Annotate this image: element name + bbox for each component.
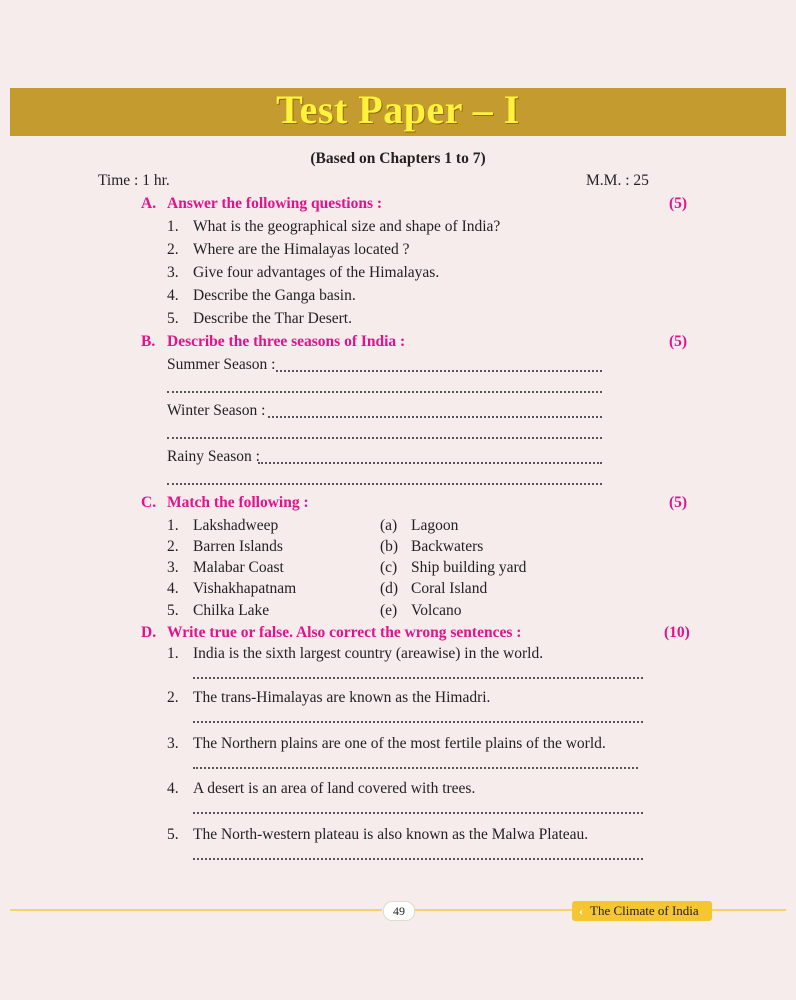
question-number: 1. [167,218,179,235]
section-a-heading: Answer the following questions : [167,195,383,212]
section-b-marks: (5) [669,333,688,350]
match-right-letter: (c) [380,559,398,576]
match-right-letter: (e) [380,602,398,619]
statement-number: 2. [167,689,179,706]
answer-line[interactable] [276,370,602,372]
footer-rule-left [10,909,382,911]
question-text: Describe the Thar Desert. [193,310,352,327]
match-right-letter: (d) [380,580,399,597]
match-left-item: Chilka Lake [193,602,270,619]
section-b-letter: B. [141,333,156,350]
answer-line[interactable] [167,391,602,393]
question-number: 2. [167,241,179,258]
answer-line[interactable] [193,721,643,723]
question-text: Where are the Himalayas located ? [193,241,410,258]
match-right-item: Ship building yard [411,559,527,576]
subtitle: (Based on Chapters 1 to 7) [310,150,486,167]
season-label-winter: Winter Season : [167,402,266,419]
answer-line[interactable] [193,858,643,860]
statement-number: 3. [167,735,179,752]
statement-text: India is the sixth largest country (areawise) in the world. [193,645,544,662]
match-right-letter: (b) [380,538,399,555]
answer-line[interactable] [193,677,643,679]
match-right-item: Backwaters [411,538,484,555]
question-number: 4. [167,287,179,304]
section-c-marks: (5) [669,494,688,511]
question-number: 5. [167,310,179,327]
section-d-letter: D. [141,624,157,641]
match-left-number: 2. [167,538,179,555]
section-b-heading: Describe the three seasons of India : [167,333,406,350]
time-label: Time : 1 hr. [98,172,170,189]
statement-text: The trans-Himalayas are known as the Himadri. [193,689,491,706]
footer-rule-middle [414,909,572,911]
question-text: What is the geographical size and shape of India? [193,218,501,235]
statement-text: The North-western plateau is also known as the Malwa Plateau. [193,826,589,843]
season-label-summer: Summer Season : [167,356,276,373]
statement-text: A desert is an area of land covered with trees. [193,780,476,797]
match-right-item: Coral Island [411,580,488,597]
footer-rule-right [712,909,786,911]
match-left-number: 3. [167,559,179,576]
chevron-left-icon: ‹ [578,903,584,918]
statement-number: 1. [167,645,179,662]
statement-text: The Northern plains are one of the most fertile plains of the world. [193,735,606,752]
answer-line[interactable] [268,416,602,418]
match-left-item: Vishakhapatnam [193,580,297,597]
answer-line[interactable] [258,462,602,464]
match-left-item: Malabar Coast [193,559,284,576]
answer-line[interactable] [193,812,643,814]
statement-number: 5. [167,826,179,843]
section-d-marks: (10) [664,624,690,641]
question-text: Give four advantages of the Himalayas. [193,264,440,281]
chapter-tab [572,901,712,921]
page-number: 49 [383,901,415,921]
chapter-title: The Climate of India [590,903,699,918]
section-a-marks: (5) [669,195,688,212]
statement-number: 4. [167,780,179,797]
question-text: Describe the Ganga basin. [193,287,356,304]
match-left-number: 4. [167,580,179,597]
page-title: Test Paper – I [276,87,520,132]
match-left-item: Lakshadweep [193,517,279,534]
section-d-heading: Write true or false. Also correct the wrong sentences : [167,624,522,641]
answer-line[interactable] [167,437,602,439]
match-left-item: Barren Islands [193,538,283,555]
answer-line[interactable] [193,767,638,769]
season-label-rainy: Rainy Season : [167,448,260,465]
max-marks-label: M.M. : 25 [586,172,649,189]
section-c-heading: Match the following : [167,494,309,511]
match-right-item: Volcano [411,602,462,619]
match-left-number: 1. [167,517,179,534]
answer-line[interactable] [167,483,602,485]
match-right-item: Lagoon [411,517,459,534]
match-right-letter: (a) [380,517,398,534]
question-number: 3. [167,264,179,281]
match-left-number: 5. [167,602,179,619]
section-c-letter: C. [141,494,157,511]
section-a-letter: A. [141,195,157,212]
